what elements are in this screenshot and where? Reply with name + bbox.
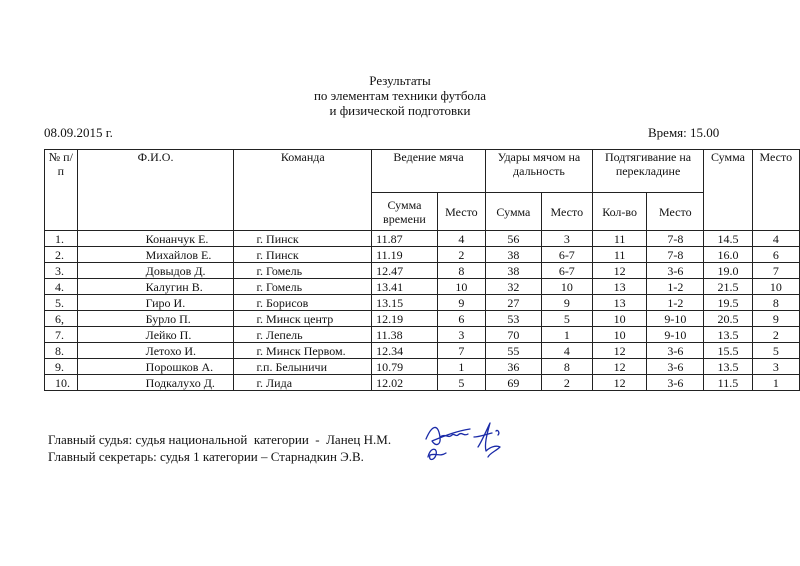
total-sum: 19.0 — [704, 263, 752, 279]
subheader-dribbling-place: Место — [437, 193, 485, 231]
row-number: 4. — [45, 279, 78, 295]
final-place: 10 — [752, 279, 799, 295]
table-row — [45, 279, 800, 295]
athlete-name: Михайлов Е. — [77, 247, 234, 263]
pullups-count: 12 — [592, 375, 647, 391]
dribbling-place: 4 — [437, 231, 485, 247]
dribbling-place: 7 — [437, 343, 485, 359]
team-name: г. Лепель — [234, 327, 372, 343]
pullups-place: 9-10 — [647, 311, 704, 327]
total-sum: 15.5 — [704, 343, 752, 359]
kicks-place: 9 — [541, 295, 592, 311]
pullups-place: 1-2 — [647, 279, 704, 295]
team-name: г.п. Белыничи — [234, 359, 372, 375]
total-sum: 16.0 — [704, 247, 752, 263]
final-place: 4 — [752, 231, 799, 247]
team-name: г. Лида — [234, 375, 372, 391]
kicks-sum: 27 — [486, 295, 542, 311]
total-sum: 13.5 — [704, 359, 752, 375]
subheader-time-sum: Сумма времени — [372, 193, 438, 231]
kicks-sum: 56 — [486, 231, 542, 247]
row-number: 9. — [45, 359, 78, 375]
row-number: 8. — [45, 343, 78, 359]
kicks-place: 6-7 — [541, 263, 592, 279]
header-kicks: Удары мячом на дальность — [486, 150, 593, 193]
kicks-sum: 36 — [486, 359, 542, 375]
dribbling-time-sum: 11.38 — [372, 327, 438, 343]
table-row — [45, 359, 800, 375]
kicks-place: 6-7 — [541, 247, 592, 263]
kicks-sum: 55 — [486, 343, 542, 359]
title-line-3: и физической подготовки — [329, 103, 471, 118]
dribbling-place: 8 — [437, 263, 485, 279]
chief-judge-line: Главный судья: судья национальной категории - Ланец Н.М. — [48, 432, 392, 447]
final-place: 5 — [752, 343, 799, 359]
total-sum: 11.5 — [704, 375, 752, 391]
pullups-count: 12 — [592, 359, 647, 375]
row-number: 6, — [45, 311, 78, 327]
subheader-pullups-count: Кол-во — [592, 193, 647, 231]
kicks-place: 8 — [541, 359, 592, 375]
table-row — [45, 247, 800, 263]
dribbling-place: 9 — [437, 295, 485, 311]
team-name: г. Гомель — [234, 263, 372, 279]
kicks-place: 10 — [541, 279, 592, 295]
kicks-sum: 69 — [486, 375, 542, 391]
dribbling-time-sum: 12.34 — [372, 343, 438, 359]
dribbling-place: 6 — [437, 311, 485, 327]
pullups-place: 3-6 — [647, 343, 704, 359]
header-pullups: Подтягивание на перекладине — [592, 150, 703, 193]
header-team: Команда — [234, 150, 372, 231]
dribbling-time-sum: 11.87 — [372, 231, 438, 247]
athlete-name: Довыдов Д. — [77, 263, 234, 279]
pullups-count: 13 — [592, 279, 647, 295]
chief-secretary-line: Главный секретарь: судья 1 категории – Старнадкин Э.В. — [48, 449, 364, 464]
dribbling-place: 2 — [437, 247, 485, 263]
dribbling-time-sum: 12.47 — [372, 263, 438, 279]
dribbling-time-sum: 11.19 — [372, 247, 438, 263]
header-sum: Сумма — [704, 150, 752, 231]
row-number: 1. — [45, 231, 78, 247]
total-sum: 19.5 — [704, 295, 752, 311]
kicks-place: 2 — [541, 375, 592, 391]
total-sum: 14.5 — [704, 231, 752, 247]
athlete-name: Калугин В. — [77, 279, 234, 295]
athlete-name: Конанчук Е. — [77, 231, 234, 247]
row-number: 2. — [45, 247, 78, 263]
pullups-count: 10 — [592, 327, 647, 343]
row-number: 7. — [45, 327, 78, 343]
header-fio: Ф.И.О. — [77, 150, 234, 231]
pullups-count: 11 — [592, 247, 647, 263]
table-row — [45, 327, 800, 343]
team-name: г. Гомель — [234, 279, 372, 295]
team-name: г. Минск центр — [234, 311, 372, 327]
pullups-place: 3-6 — [647, 263, 704, 279]
results-table — [44, 149, 800, 391]
dribbling-time-sum: 12.02 — [372, 375, 438, 391]
table-row — [45, 311, 800, 327]
final-place: 3 — [752, 359, 799, 375]
title-line-2: по элементам техники футбола — [313, 88, 487, 103]
dribbling-time-sum: 12.19 — [372, 311, 438, 327]
subheader-kicks-place: Место — [541, 193, 592, 231]
kicks-sum: 53 — [486, 311, 542, 327]
dribbling-place: 3 — [437, 327, 485, 343]
dribbling-place: 1 — [437, 359, 485, 375]
athlete-name: Порошков А. — [77, 359, 234, 375]
header-place: Место — [752, 150, 799, 231]
row-number: 3. — [45, 263, 78, 279]
footer — [48, 431, 391, 465]
final-place: 9 — [752, 311, 799, 327]
pullups-count: 10 — [592, 311, 647, 327]
dribbling-place: 5 — [437, 375, 485, 391]
athlete-name: Бурло П. — [77, 311, 234, 327]
athlete-name: Лейко П. — [77, 327, 234, 343]
pullups-count: 11 — [592, 231, 647, 247]
athlete-name: Гиро И. — [77, 295, 234, 311]
title-line-1: Результаты — [369, 73, 431, 88]
total-sum: 20.5 — [704, 311, 752, 327]
kicks-sum: 38 — [486, 263, 542, 279]
final-place: 2 — [752, 327, 799, 343]
kicks-sum: 38 — [486, 247, 542, 263]
dribbling-time-sum: 10.79 — [372, 359, 438, 375]
table-row — [45, 343, 800, 359]
document-title — [0, 73, 800, 118]
final-place: 7 — [752, 263, 799, 279]
kicks-place: 4 — [541, 343, 592, 359]
pullups-place: 3-6 — [647, 359, 704, 375]
signature-image — [418, 417, 510, 467]
dribbling-time-sum: 13.15 — [372, 295, 438, 311]
table-row — [45, 375, 800, 391]
event-time: Время: 15.00 — [648, 125, 720, 140]
total-sum: 13.5 — [704, 327, 752, 343]
subheader-pullups-place: Место — [647, 193, 704, 231]
header-dribbling: Ведение мяча — [372, 150, 486, 193]
kicks-place: 5 — [541, 311, 592, 327]
team-name: г. Минск Первом. — [234, 343, 372, 359]
pullups-place: 7-8 — [647, 247, 704, 263]
pullups-count: 12 — [592, 343, 647, 359]
kicks-place: 1 — [541, 327, 592, 343]
athlete-name: Подкалухо Д. — [77, 375, 234, 391]
team-name: г. Пинск — [234, 247, 372, 263]
pullups-count: 12 — [592, 263, 647, 279]
total-sum: 21.5 — [704, 279, 752, 295]
final-place: 8 — [752, 295, 799, 311]
row-number: 10. — [45, 375, 78, 391]
kicks-sum: 70 — [486, 327, 542, 343]
event-date: 08.09.2015 г. — [44, 125, 113, 140]
dribbling-time-sum: 13.41 — [372, 279, 438, 295]
kicks-place: 3 — [541, 231, 592, 247]
table-row — [45, 295, 800, 311]
team-name: г. Пинск — [234, 231, 372, 247]
final-place: 6 — [752, 247, 799, 263]
kicks-sum: 32 — [486, 279, 542, 295]
pullups-place: 3-6 — [647, 375, 704, 391]
team-name: г. Борисов — [234, 295, 372, 311]
dribbling-place: 10 — [437, 279, 485, 295]
subheader-kicks-sum: Сумма — [486, 193, 542, 231]
header-num: № п/п — [45, 150, 78, 231]
pullups-place: 1-2 — [647, 295, 704, 311]
pullups-place: 9-10 — [647, 327, 704, 343]
pullups-count: 13 — [592, 295, 647, 311]
table-row — [45, 263, 800, 279]
final-place: 1 — [752, 375, 799, 391]
athlete-name: Летохо И. — [77, 343, 234, 359]
pullups-place: 7-8 — [647, 231, 704, 247]
table-row — [45, 231, 800, 247]
row-number: 5. — [45, 295, 78, 311]
